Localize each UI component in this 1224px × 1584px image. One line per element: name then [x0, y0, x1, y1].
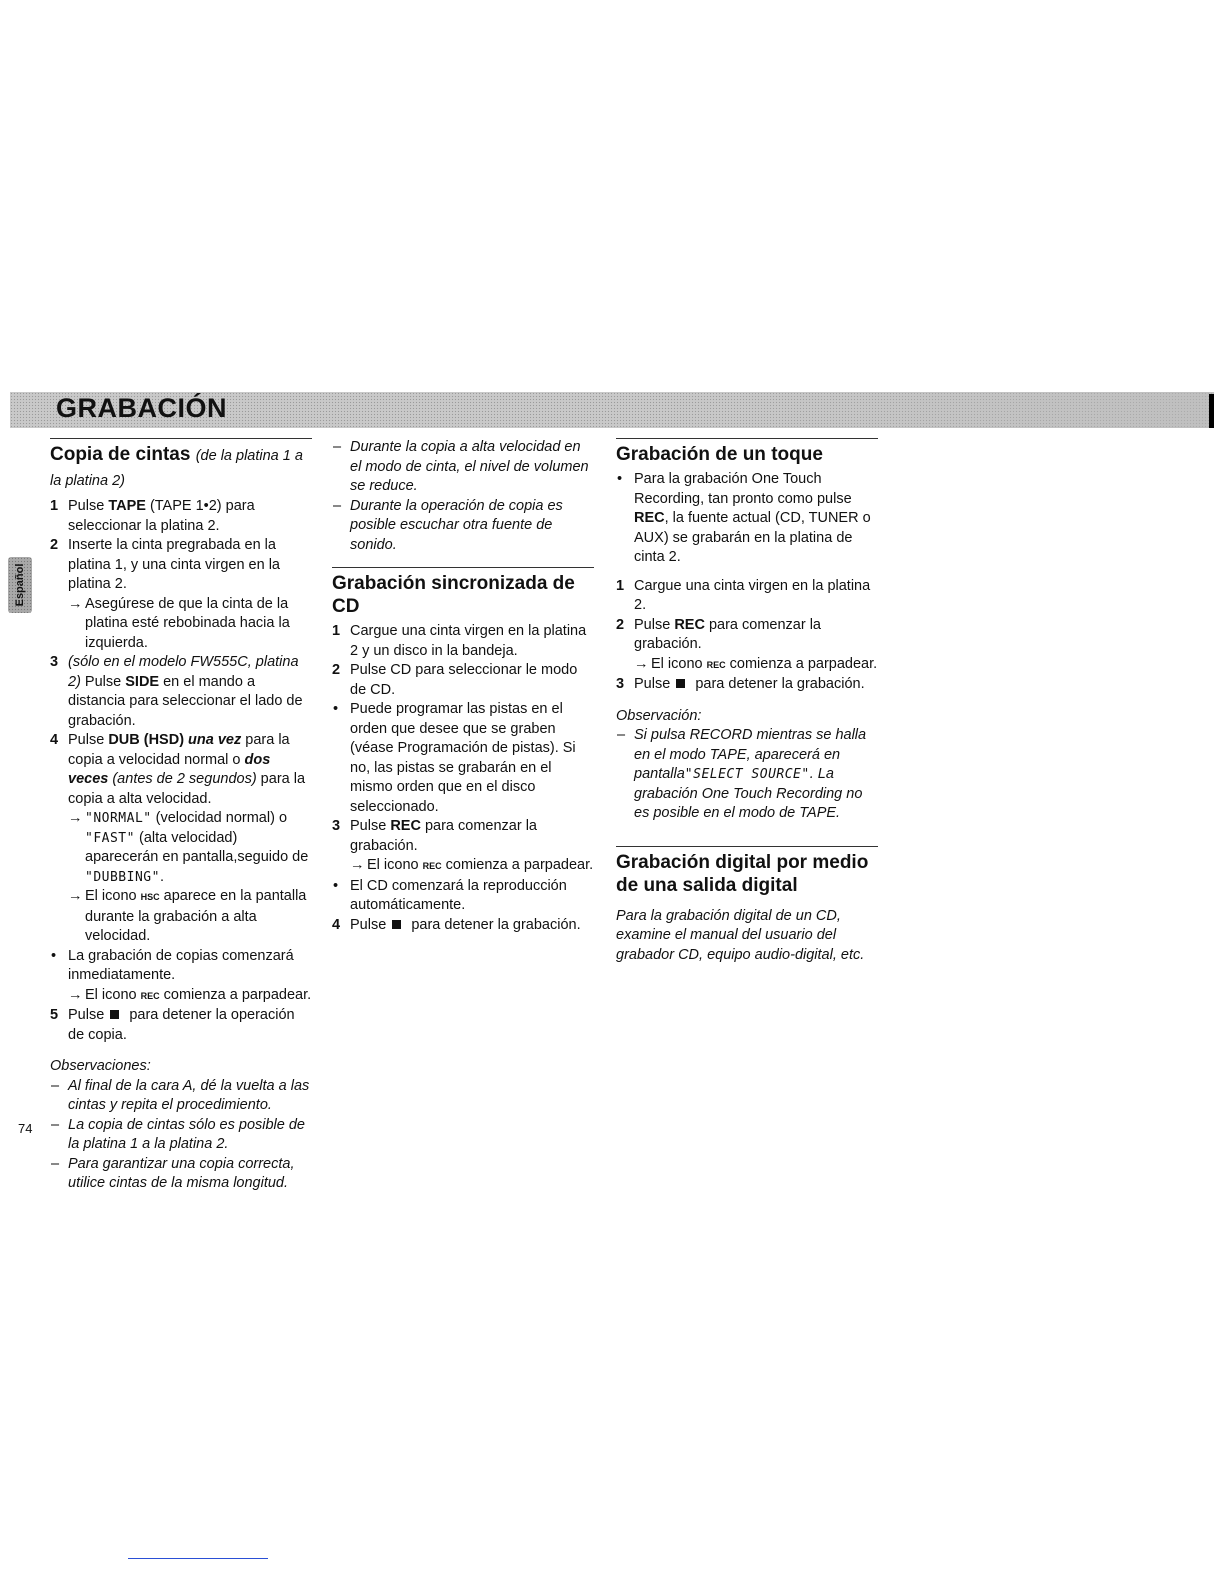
column-one-touch — [616, 438, 878, 965]
step-text: Pulse — [68, 732, 109, 748]
note — [616, 726, 878, 824]
note-text: Durante la copia a alta velocidad en el modo de cinta, el nivel de volumen se reduce. — [350, 439, 589, 494]
step-5 — [50, 1006, 312, 1045]
spacer — [332, 555, 594, 567]
section-rule — [332, 567, 594, 568]
step-text: para detener la grabación. — [691, 676, 865, 692]
stop-icon — [110, 1010, 119, 1019]
step-text: Pulse — [350, 818, 391, 834]
bullet-1-result — [50, 986, 312, 1007]
section-title-tape-copy — [50, 443, 312, 493]
section-title-one-touch: Grabación de un toque — [616, 444, 823, 465]
title-subtitle: (de la platina 1 a la platina 2) — [50, 448, 303, 489]
rec-icon: REC — [706, 659, 726, 670]
section-rule — [50, 438, 312, 439]
step-number: 5 — [50, 1007, 59, 1023]
step-3-result — [332, 856, 594, 877]
step-text: (TAPE 1•2) para seleccionar la platina 2. — [68, 498, 255, 534]
note — [50, 1116, 312, 1155]
button-name: REC — [390, 818, 421, 834]
step-number: 3 — [332, 818, 341, 834]
note-text: Si pulsa RECORD mientras se halla en el modo TAPE, aparecerá en pantalla — [634, 727, 867, 782]
dash-icon: – — [617, 727, 626, 743]
step-number: 2 — [616, 616, 625, 633]
hsc-icon: HSC — [140, 892, 160, 902]
step-number: 3 — [50, 654, 59, 670]
dash-icon: – — [51, 1077, 60, 1094]
display-text: "SELECT SOURCE" — [684, 767, 810, 782]
section-rule — [616, 438, 878, 439]
step-text: para comenzar la grabación. — [634, 616, 821, 652]
step-number: 2 — [50, 537, 59, 553]
observation-title: Observación: — [616, 707, 702, 724]
stop-icon — [676, 679, 685, 688]
bullet-2 — [332, 877, 594, 916]
step-1 — [50, 497, 312, 536]
result-text: comienza a parpadear. — [725, 655, 878, 672]
bullet-1 — [332, 700, 594, 817]
step-text: Pulse — [634, 616, 675, 633]
arrow-icon: → — [634, 655, 649, 672]
result-text: comienza a parpadear. — [441, 857, 594, 873]
step-number: 2 — [332, 662, 341, 678]
note — [50, 1155, 312, 1194]
step-4-result-display — [50, 809, 312, 887]
arrow-icon: → — [68, 595, 83, 612]
section-rule — [616, 846, 878, 847]
bullet-1 — [616, 470, 878, 568]
stop-icon — [392, 920, 401, 929]
step-text: para la copia a velocidad normal o — [68, 732, 290, 768]
button-name: REC — [634, 510, 665, 526]
page-number: 74 — [18, 1121, 33, 1136]
step-number: 1 — [332, 623, 341, 639]
step-3 — [332, 817, 594, 856]
note-text: Al final de la cara A, dé la vuelta a las cintas y repita el procedimiento. — [68, 1077, 310, 1113]
bullet-icon: • — [333, 877, 339, 894]
step-4-result-icon — [50, 887, 312, 947]
emphasis: dos veces — [68, 751, 271, 787]
step-text: en el mando a distancia para seleccionar el lado de grabación. — [68, 673, 303, 729]
step-3 — [616, 675, 878, 695]
observations-title: Observaciones: — [50, 1058, 151, 1074]
result-text: El icono — [367, 857, 423, 873]
step-text: Cargue una cinta virgen en la platina 2. — [634, 577, 871, 613]
step-text: para la copia a alta velocidad. — [68, 771, 306, 807]
button-name: SIDE — [125, 673, 160, 690]
step-text: Cargue una cinta virgen en la platina 2 y un disco in la bandeja. — [350, 623, 587, 659]
result-text: comienza a parpadear. — [159, 986, 312, 1003]
arrow-icon: → — [68, 810, 83, 826]
result-text: El icono — [85, 888, 141, 904]
timing-note: (antes de 2 segundos) — [108, 771, 257, 787]
result-text: El icono — [651, 655, 707, 672]
result-text: aparece en la pantalla durante la grabación a alta velocidad. — [85, 888, 307, 944]
model-note: (sólo en el modelo FW555C, platina 2) — [68, 654, 299, 690]
title-text: Copia de cintas — [50, 444, 191, 465]
step-text: Pulse — [634, 676, 675, 692]
display-text: "FAST" — [85, 830, 135, 846]
step-2-result — [616, 655, 878, 676]
step-text: para detener la operación de copia. — [68, 1007, 295, 1043]
display-text: "DUBBING" — [85, 869, 160, 885]
note — [332, 438, 594, 497]
step-2 — [332, 661, 594, 700]
note-text: La copia de cintas sólo es posible de la platina 1 a la platina 2. — [68, 1116, 305, 1152]
column-cd-sync — [332, 438, 594, 935]
step-2-result — [50, 595, 312, 654]
step-text: Pulse — [350, 916, 391, 933]
section-banner — [10, 392, 1214, 428]
step-1 — [616, 577, 878, 616]
dash-icon: – — [51, 1116, 60, 1133]
step-text: Pulse — [80, 673, 126, 690]
emphasis: una vez — [184, 732, 242, 748]
arrow-icon: → — [68, 888, 83, 904]
note-text: . La grabación One Touch Recording no es posible en el modo de TAPE. — [634, 766, 863, 821]
banner-end-marker — [1209, 394, 1214, 428]
section-title-digital: Grabación digital por medio de una salida digital — [616, 851, 869, 896]
result-text: Asegúrese de que la cinta de la platina esté rebobinada hacia la izquierda. — [85, 595, 290, 651]
spacer — [616, 568, 878, 577]
banner-shading — [650, 392, 1214, 428]
step-number: 4 — [50, 732, 59, 748]
section-title-cd-sync: Grabación sincronizada de CD — [332, 573, 575, 617]
button-name: REC — [674, 616, 705, 633]
arrow-icon: → — [68, 986, 83, 1003]
step-text: para comenzar la grabación. — [350, 818, 537, 854]
spacer — [616, 824, 878, 846]
language-tab — [8, 557, 32, 613]
step-text: Pulse — [68, 1007, 109, 1023]
step-number: 4 — [332, 916, 341, 933]
button-name: DUB (HSD) — [108, 732, 185, 748]
step-number: 1 — [616, 577, 625, 594]
bullet-icon: • — [51, 947, 57, 964]
bullet-1 — [50, 947, 312, 986]
step-text: para detener la grabación. — [407, 916, 581, 933]
bullet-text: Para la grabación One Touch Recording, tan pronto como pulse — [634, 471, 852, 507]
result-text: El icono — [85, 986, 141, 1003]
bullet-text: La grabación de copias comenzará inmediatamente. — [68, 947, 294, 983]
step-number: 1 — [50, 498, 59, 514]
bullet-icon: • — [617, 471, 623, 487]
step-2 — [50, 536, 312, 595]
note-text: Durante la operación de copia es posible escuchar otra fuente de sonido. — [350, 497, 563, 553]
bullet-text: Puede programar las pistas en el orden que desee que se graben (véase Programación de pistas). Si no, las pistas se grabarán en el mismo orden que en el disco seleccionado. — [350, 701, 576, 815]
step-number: 3 — [616, 676, 625, 692]
dash-icon: – — [333, 439, 342, 455]
step-2 — [616, 616, 878, 655]
arrow-icon: → — [350, 857, 365, 873]
column-tape-copy — [50, 438, 312, 1194]
rec-icon: REC — [140, 990, 160, 1001]
display-text: "NORMAL" — [85, 811, 152, 826]
dash-icon: – — [333, 497, 342, 514]
language-tab-label: Español — [14, 563, 26, 607]
note — [50, 1077, 312, 1116]
result-text: (alta velocidad) aparecerán en pantalla,seguido de — [85, 829, 309, 865]
bullet-icon: • — [333, 701, 339, 717]
result-text: . — [159, 868, 164, 885]
dash-icon: – — [51, 1155, 60, 1172]
step-1 — [332, 622, 594, 661]
footer-line — [128, 1558, 268, 1559]
note — [332, 497, 594, 556]
note-text: Para garantizar una copia correcta, utilice cintas de la misma longitud. — [68, 1155, 295, 1191]
rec-icon: REC — [422, 861, 442, 871]
step-text: Inserte la cinta pregrabada en la platina 1, y una cinta virgen en la platina 2. — [68, 537, 280, 592]
step-text: Pulse — [68, 498, 109, 514]
digital-paragraph: Para la grabación digital de un CD, examine el manual del usuario del grabador CD, equipo audio-digital, etc. — [616, 907, 865, 963]
bullet-text: El CD comenzará la reproducción automáticamente. — [350, 877, 567, 913]
step-4 — [332, 916, 594, 936]
step-text: Pulse CD para seleccionar le modo de CD. — [350, 662, 578, 698]
step-4 — [50, 731, 312, 809]
result-text: (velocidad normal) o — [151, 810, 288, 826]
step-3 — [50, 653, 312, 731]
banner-title: GRABACIÓN — [56, 393, 227, 423]
button-name: TAPE — [108, 498, 146, 514]
bullet-text: , la fuente actual (CD, TUNER o AUX) se grabarán en la platina de cinta 2. — [634, 510, 871, 565]
